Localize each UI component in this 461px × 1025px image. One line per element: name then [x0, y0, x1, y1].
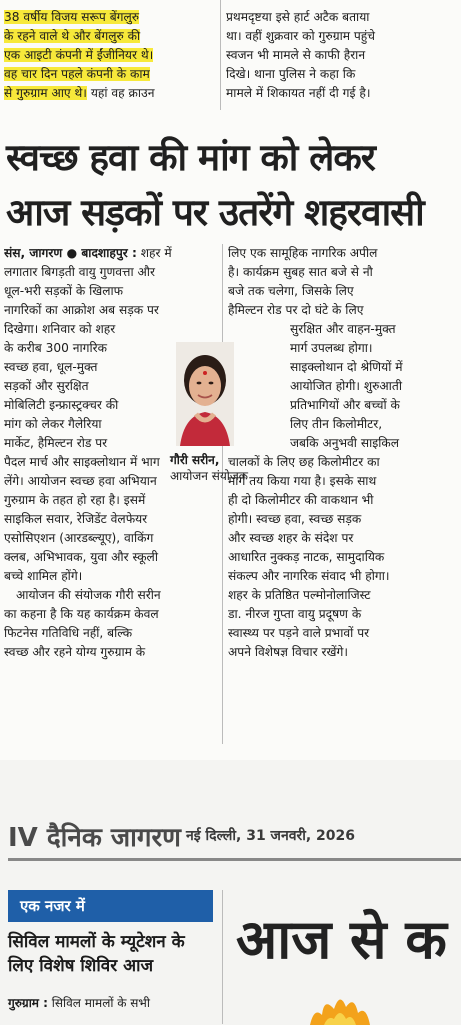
- edition-date: नई दिल्ली, 31 जनवरी, 2026: [186, 828, 356, 844]
- highlighted-text: 38 वर्षीय विजय सरूप बेंगलुरु: [4, 10, 140, 24]
- text-line: [4, 46, 216, 65]
- text-line: ही दो किलोमीटर की वाकथान भी: [228, 493, 374, 507]
- first-line: [4, 244, 218, 263]
- text-line: मार्ग उपलब्ध होगा।: [290, 341, 373, 355]
- text-line: हैमिल्टन रोड पर दो घंटे के लिए: [228, 303, 364, 317]
- text-line: [4, 27, 216, 46]
- column-divider: [222, 244, 223, 744]
- highlighted-text: से गुरुग्राम आए थे।: [4, 86, 87, 100]
- dateline: संस, जागरण ● बादशाहपुर :: [4, 246, 137, 260]
- top-right-column: [226, 8, 456, 103]
- text-line: एसोसिएशन (आरडब्ल्यूए), वाकिंग: [4, 531, 154, 545]
- text-line: बजे तक चलेगा, जिसके लिए: [228, 284, 354, 298]
- top-left-column: [4, 8, 216, 103]
- text-line: क्लब, अभिभावक, युवा और स्कूली: [4, 550, 158, 564]
- headline-line-2: आज सड़कों पर उतरेंगे शहरवासी: [6, 191, 424, 234]
- text-line: आधारित नुक्कड़ नाटक, सामुदायिक: [228, 550, 385, 564]
- right-body-column: [228, 244, 456, 662]
- brief-body: [8, 994, 150, 1012]
- text-line: का कहना है कि यह कार्यक्रम केवल: [4, 607, 159, 621]
- text-line: जबकि अनुभवी साइकिल: [290, 436, 400, 450]
- highlighted-text: एक आइटी कंपनी में ईंजीनियर थे।: [4, 48, 154, 62]
- highlighted-text: के रहने वाले थे और बेंगलुरु की: [4, 29, 141, 43]
- text-line: स्वजन भी मामले से काफी हैरान: [226, 48, 366, 62]
- brief-section-header: एक नजर में: [8, 890, 213, 922]
- masthead-rule: [8, 858, 461, 861]
- text-line: [4, 65, 216, 84]
- text-line: प्रतिभागियों और बच्चों के: [290, 398, 400, 412]
- text-line: प्रथमदृष्टया इसे हार्ट अटैक बताया: [226, 10, 370, 24]
- text-line: शहर के प्रतिष्ठित पल्मोनोलाजिस्ट: [228, 588, 371, 602]
- text-tail: यहां वह क्राउन: [90, 86, 155, 100]
- text-line: था। वहीं शुक्रवार को गुरुग्राम पहुंचे: [226, 29, 376, 43]
- headline-line-1: स्वच्छ हवा की मांग को लेकर: [6, 136, 375, 179]
- text-line: गुरुग्राम के तहत हो रहा है। इसमें: [4, 493, 146, 507]
- text-line: डा. नीरज गुप्ता वायु प्रदूषण के: [228, 607, 362, 621]
- text-line: दिखेगा। शनिवार को शहर: [4, 322, 116, 336]
- text-line: मोबिलिटी इन्फ्रास्ट्रक्चर की: [4, 398, 119, 412]
- text-line: फिटनेस गतिविधि नहीं, बल्कि: [4, 626, 133, 640]
- text-line: नागरिकों का आक्रोश अब सड़क पर: [4, 303, 159, 317]
- text-line: मार्ग तय किया गया है। इसके साथ: [228, 474, 377, 488]
- text-line: धूल-भरी सड़कों के खिलाफ: [4, 284, 124, 298]
- text-line: चालकों के लिए छह किलोमीटर का: [228, 455, 380, 469]
- column-divider: [222, 890, 223, 1024]
- text-line: लिए एक सामूहिक नागरिक अपील: [228, 246, 378, 260]
- text-line: मार्केट, हैमिल्टन रोड पर: [4, 436, 108, 450]
- portrait-image: [176, 342, 234, 446]
- column-divider: [220, 0, 221, 110]
- brief-body-text: सिविल मामलों के सभी: [51, 996, 150, 1010]
- photo-caption-name: गौरी सरीन,: [170, 453, 220, 467]
- text-line: मांग को लेकर गैलेरिया: [4, 417, 102, 431]
- text-line: लिए तीन किलोमीटर,: [290, 417, 383, 431]
- text-line: और स्वच्छ शहर के संदेश पर: [228, 531, 354, 545]
- text-line: सुरक्षित और वाहन-मुक्त: [290, 322, 396, 336]
- text-line: स्वच्छ और रहने योग्य गुरुग्राम के: [4, 645, 146, 659]
- brief-dateline: गुरुग्राम :: [8, 996, 48, 1010]
- text-line: लगातार बिगड़ती वायु गुणवत्ता और: [4, 265, 155, 279]
- text-line: होगी। स्वच्छ हवा, स्वच्छ सड़क: [228, 512, 362, 526]
- next-story-headline: आज से क: [236, 908, 447, 971]
- masthead: [8, 818, 461, 858]
- text-line: लेंगे। आयोजन स्वच्छ हवा अभियान: [4, 474, 157, 488]
- text-line: दिखे। थाना पुलिस ने कहा कि: [226, 67, 356, 81]
- text-line: अपने विशेषज्ञ विचार रखेंगे।: [228, 645, 348, 659]
- gauri-sarin-photo: [176, 342, 234, 446]
- text-line: साइकिल सवार, रेजिडेंट वेलफेयर: [4, 512, 148, 526]
- brief-title-line-2: लिए विशेष शिविर आज: [8, 956, 154, 976]
- brief-title-line-1: सिविल मामलों के म्यूटेशन के: [8, 932, 185, 952]
- text-line: संकल्प और नागरिक संवाद भी होगा।: [228, 569, 390, 583]
- text-line: स्वच्छ हवा, धूल-मुक्त: [4, 360, 98, 374]
- newspaper-logo: IV दैनिक जागरण: [8, 823, 181, 853]
- text-line: [4, 8, 216, 27]
- text-line: बच्चे शामिल होंगे।: [4, 569, 83, 583]
- flame-graphic: [300, 985, 380, 1025]
- text-line: के करीब 300 नागरिक: [4, 341, 107, 355]
- photo-caption-role: आयोजन संयोजक: [170, 469, 249, 483]
- text-line: पैदल मार्च और साइक्लोथान में भाग: [4, 455, 160, 469]
- highlighted-text: वह चार दिन पहले कंपनी के काम: [4, 67, 150, 81]
- text-line: है। कार्यक्रम सुबह सात बजे से नौ: [228, 265, 373, 279]
- text-line: सड़कों और सुरक्षित: [4, 379, 89, 393]
- first-line-text: शहर में: [140, 246, 172, 260]
- brief-title: [8, 930, 185, 978]
- text-line: आयोजन की संयोजक गौरी सरीन: [16, 588, 161, 602]
- text-line: [4, 84, 216, 103]
- text-line: स्वास्थ्य पर पड़ने वाले प्रभावों पर: [228, 626, 370, 640]
- text-line: आयोजित होगी। शुरुआती: [290, 379, 402, 393]
- text-line: मामले में शिकायत नहीं दी गई है।: [226, 86, 371, 100]
- text-line: साइक्लोथान दो श्रेणियों में: [290, 360, 403, 374]
